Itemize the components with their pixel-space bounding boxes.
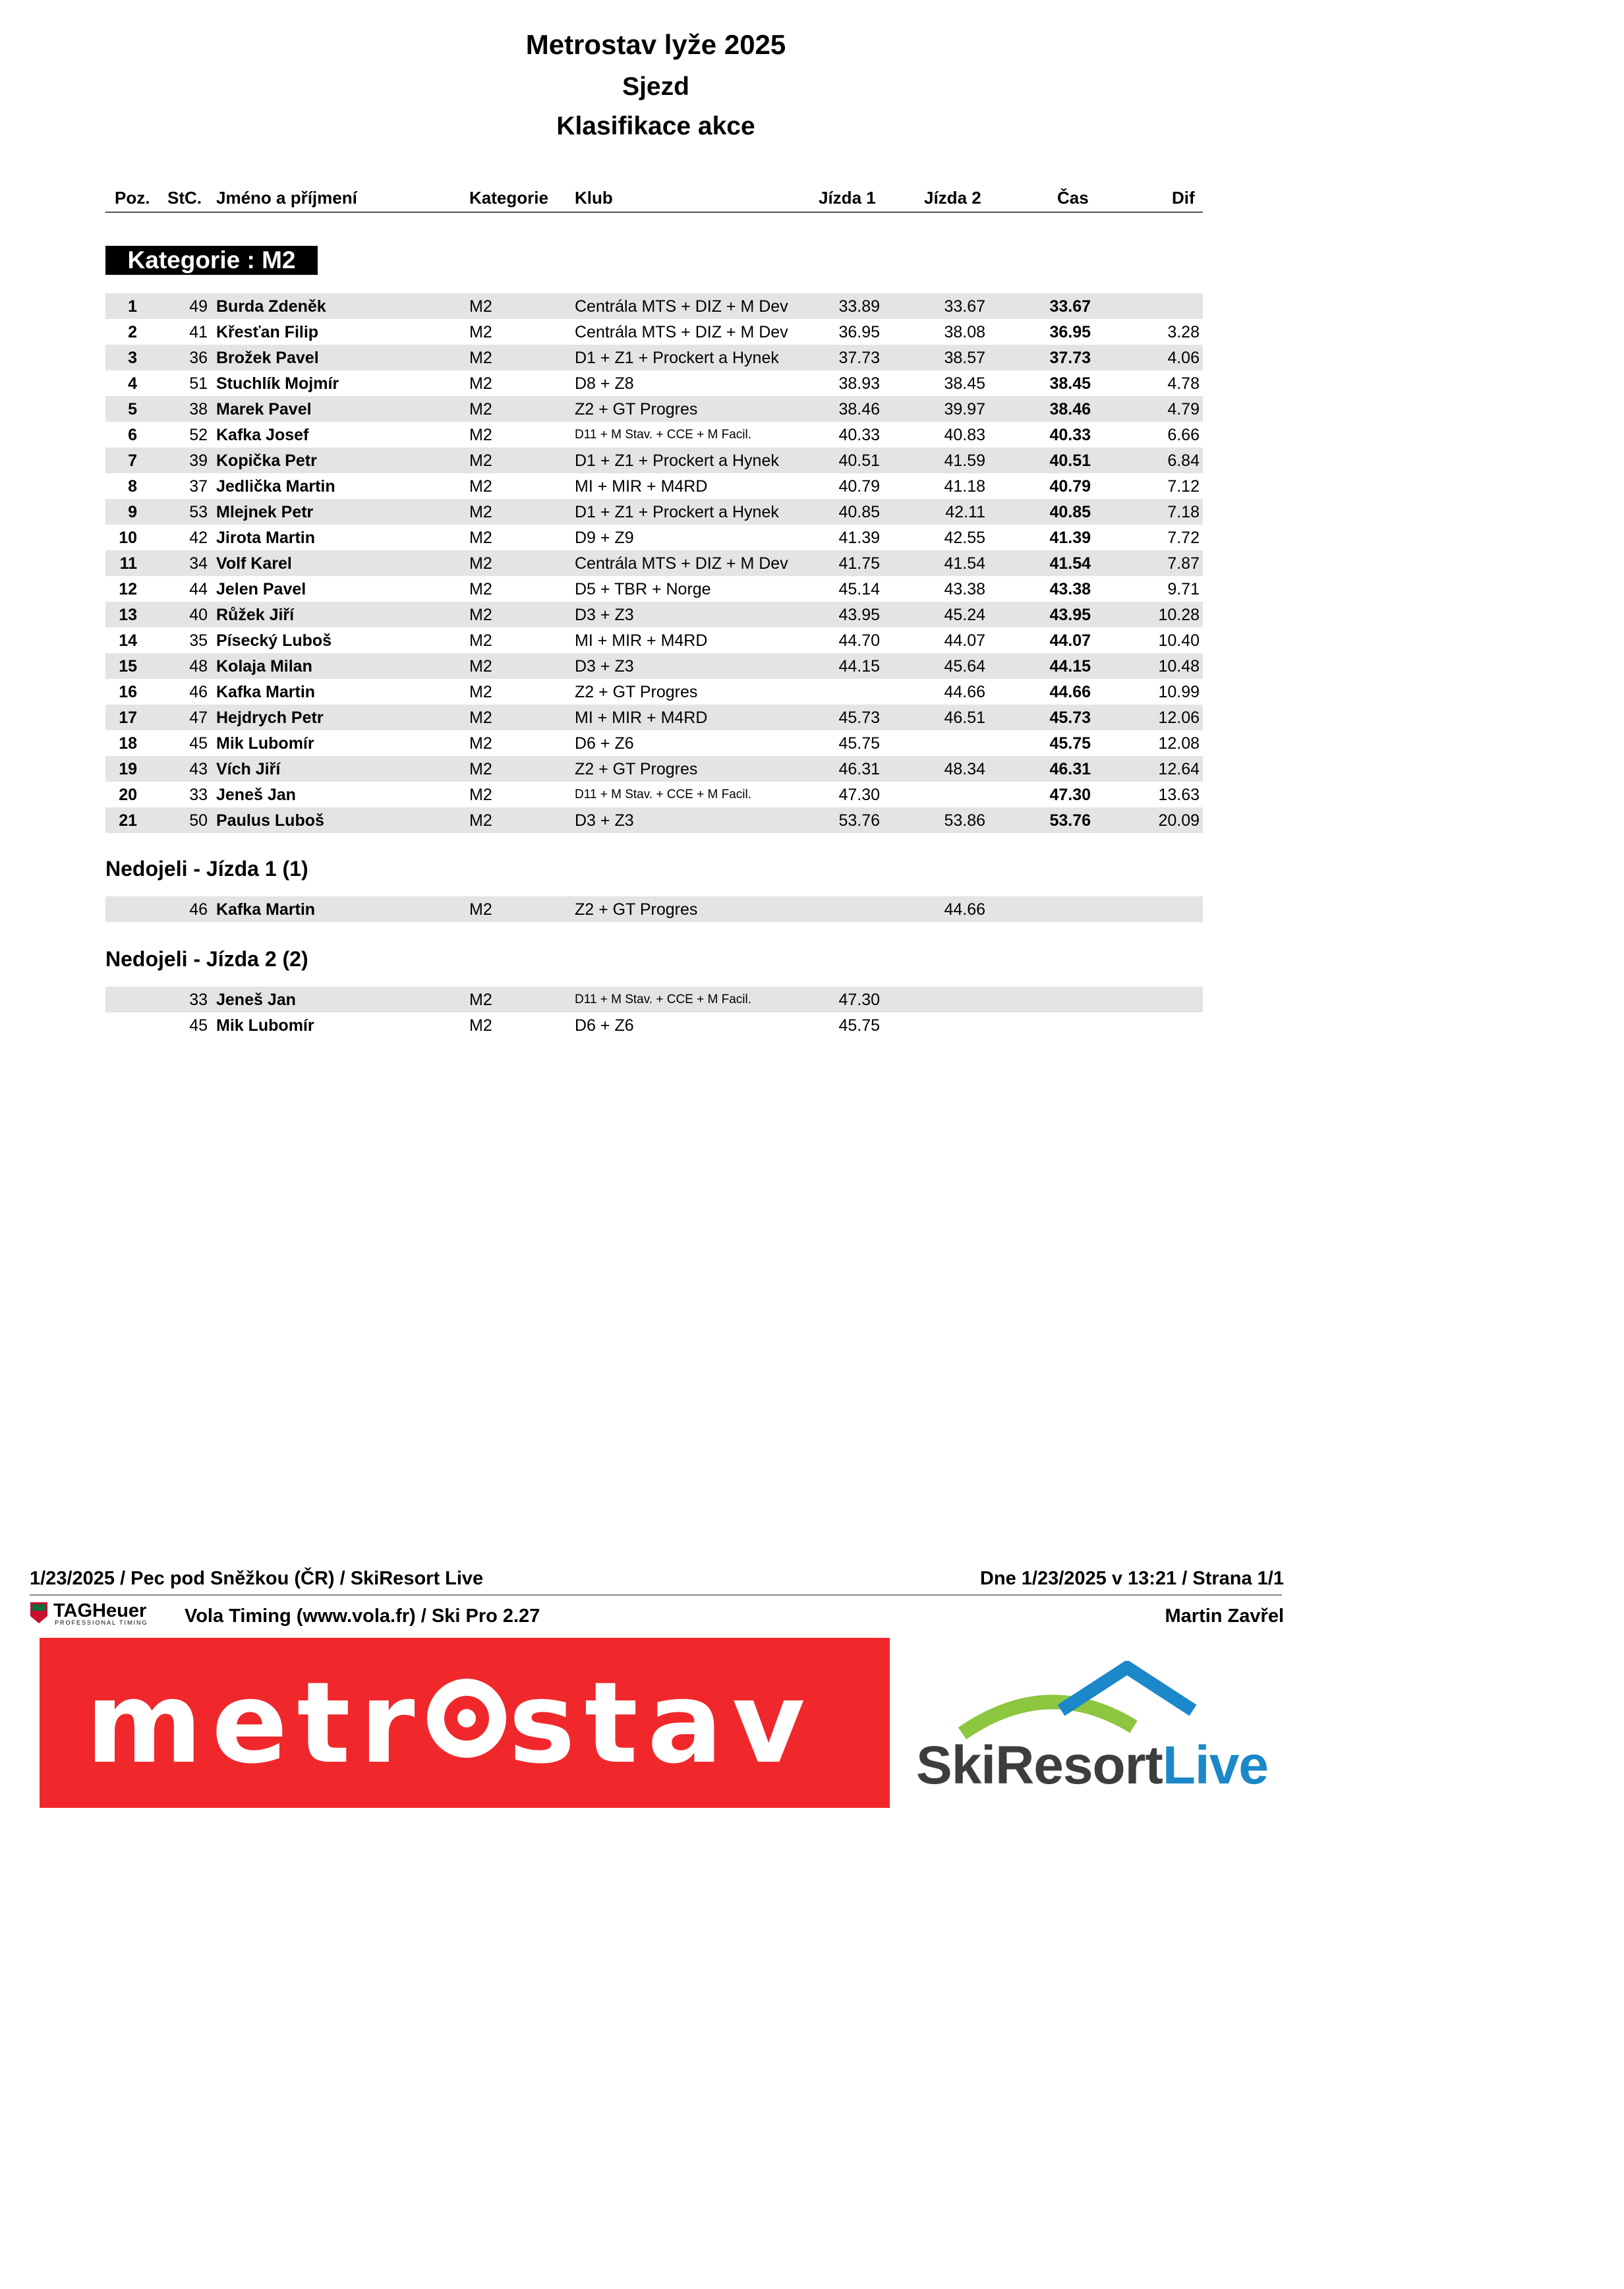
cell-time: 40.85	[1049, 503, 1091, 521]
table-row	[105, 396, 1203, 422]
cell-category: M2	[469, 991, 492, 1009]
cell-diff: 4.79	[1167, 400, 1200, 419]
cell-time: 40.51	[1049, 451, 1091, 470]
dnf-run1-title: Nedojeli - Jízda 1 (1)	[105, 857, 308, 881]
cell-diff: 12.06	[1158, 709, 1200, 727]
cell-club: D11 + M Stav. + CCE + M Facil.	[575, 428, 752, 442]
cell-run2: 41.54	[944, 554, 985, 573]
cell-bib: 45	[189, 1016, 208, 1035]
cell-bib: 46	[189, 683, 208, 701]
dnf-run1-table	[105, 896, 1203, 922]
cell-position: 4	[128, 374, 137, 393]
cell-category: M2	[469, 683, 492, 701]
cell-run2: 44.07	[944, 631, 985, 650]
cell-bib: 33	[189, 991, 208, 1009]
metrostav-logo-part-a: metr	[86, 1658, 424, 1789]
cell-run2: 45.24	[944, 606, 985, 624]
cell-name: Brožek Pavel	[216, 349, 319, 367]
cell-run1: 44.15	[838, 657, 880, 676]
cell-time: 46.31	[1049, 760, 1091, 778]
cell-run1: 38.93	[838, 374, 880, 393]
cell-club: D8 + Z8	[575, 374, 634, 393]
cell-category: M2	[469, 811, 492, 830]
cell-run2: 41.59	[944, 451, 985, 470]
cell-bib: 47	[189, 709, 208, 727]
cell-time: 45.75	[1049, 734, 1091, 753]
page-title: Metrostav lyže 2025	[525, 29, 786, 60]
cell-club: D9 + Z9	[575, 529, 634, 547]
cell-time: 40.33	[1049, 426, 1091, 444]
cell-run2: 46.51	[944, 709, 985, 727]
cell-position: 6	[128, 426, 137, 444]
table-row	[105, 525, 1203, 550]
cell-bib: 50	[189, 811, 208, 830]
cell-position: 7	[128, 451, 137, 470]
cell-diff: 20.09	[1158, 811, 1200, 830]
cell-club: D1 + Z1 + Prockert a Hynek	[575, 349, 779, 367]
skiresort-mountain-icon	[916, 1661, 1259, 1740]
cell-time: 44.15	[1049, 657, 1091, 676]
cell-run1: 41.39	[838, 529, 880, 547]
table-row	[105, 730, 1203, 756]
table-row	[105, 807, 1203, 833]
cell-club: Centrála MTS + DIZ + M Dev	[575, 554, 788, 573]
table-row	[105, 550, 1203, 576]
cell-category: M2	[469, 657, 492, 676]
tagheuer-sub: PROFESSIONAL TIMING	[55, 1619, 148, 1626]
cell-category: M2	[469, 529, 492, 547]
cell-run2: 53.86	[944, 811, 985, 830]
cell-bib: 46	[189, 900, 208, 919]
cell-position: 11	[119, 554, 137, 573]
cell-run2: 33.67	[944, 297, 985, 316]
cell-position: 14	[119, 631, 137, 650]
cell-category: M2	[469, 631, 492, 650]
cell-name: Paulus Luboš	[216, 811, 324, 830]
tagheuer-shield-icon	[30, 1602, 48, 1624]
cell-category: M2	[469, 323, 492, 341]
cell-diff: 10.48	[1158, 657, 1200, 676]
col-run1: Jízda 1	[819, 188, 876, 208]
cell-name: Jeneš Jan	[216, 786, 296, 804]
cell-diff: 10.28	[1158, 606, 1200, 624]
table-row	[105, 345, 1203, 370]
cell-category: M2	[469, 297, 492, 316]
cell-name: Jeneš Jan	[216, 991, 296, 1009]
cell-position: 18	[119, 734, 137, 753]
cell-run2: 44.66	[944, 683, 985, 701]
skiresort-logo	[916, 1661, 1268, 1795]
col-bib: StC.	[167, 188, 202, 208]
col-diff: Dif	[1172, 188, 1195, 208]
cell-time: 53.76	[1049, 811, 1091, 830]
cell-position: 19	[119, 760, 137, 778]
col-name: Jméno a příjmení	[216, 188, 357, 208]
cell-run1: 41.75	[838, 554, 880, 573]
cell-club: D1 + Z1 + Prockert a Hynek	[575, 503, 779, 521]
cell-club: D11 + M Stav. + CCE + M Facil.	[575, 788, 752, 801]
cell-club: Z2 + GT Progres	[575, 683, 698, 701]
cell-position: 12	[119, 580, 137, 598]
cell-category: M2	[469, 786, 492, 804]
cell-bib: 40	[189, 606, 208, 624]
cell-position: 5	[128, 400, 137, 419]
cell-run2: 42.11	[945, 503, 985, 521]
cell-bib: 34	[189, 554, 208, 573]
cell-position: 16	[119, 683, 137, 701]
cell-run1: 40.33	[838, 426, 880, 444]
cell-diff: 7.12	[1167, 477, 1200, 496]
cell-club: MI + MIR + M4RD	[575, 631, 708, 650]
dnf-run2-title: Nedojeli - Jízda 2 (2)	[105, 947, 308, 971]
cell-bib: 43	[189, 760, 208, 778]
cell-club: D3 + Z3	[575, 657, 634, 676]
cell-diff: 9.71	[1167, 580, 1200, 598]
cell-position: 3	[128, 349, 137, 367]
cell-category: M2	[469, 1016, 492, 1035]
cell-category: M2	[469, 451, 492, 470]
cell-diff: 12.08	[1158, 734, 1200, 753]
cell-run2: 42.55	[944, 529, 985, 547]
cell-bib: 52	[189, 426, 208, 444]
metrostav-logo-banner	[40, 1638, 890, 1808]
cell-name: Burda Zdeněk	[216, 297, 326, 316]
table-row	[105, 422, 1203, 448]
cell-time: 38.46	[1049, 400, 1091, 419]
cell-name: Kafka Josef	[216, 426, 309, 444]
cell-run2: 41.18	[944, 477, 985, 496]
cell-category: M2	[469, 709, 492, 727]
cell-position: 13	[119, 606, 137, 624]
col-time: Čas	[1057, 188, 1089, 208]
cell-diff: 7.18	[1167, 503, 1200, 521]
cell-position: 1	[128, 297, 137, 316]
cell-category: M2	[469, 580, 492, 598]
cell-club: D3 + Z3	[575, 811, 634, 830]
cell-diff: 13.63	[1158, 786, 1200, 804]
cell-run1: 44.70	[838, 631, 880, 650]
cell-name: Mik Lubomír	[216, 1016, 314, 1035]
cell-club: Z2 + GT Progres	[575, 400, 698, 419]
cell-run2: 45.64	[944, 657, 985, 676]
cell-diff: 7.87	[1167, 554, 1200, 573]
cell-name: Marek Pavel	[216, 400, 312, 419]
col-club: Klub	[575, 188, 613, 208]
cell-category: M2	[469, 554, 492, 573]
cell-club: D5 + TBR + Norge	[575, 580, 711, 598]
footer-date-page: Dne 1/23/2025 v 13:21 / Strana 1/1	[979, 1568, 1284, 1589]
cell-position: 17	[119, 709, 137, 727]
cell-name: Vích Jiří	[216, 760, 281, 778]
cell-name: Mik Lubomír	[216, 734, 314, 753]
cell-bib: 49	[189, 297, 208, 316]
table-row	[105, 1012, 1203, 1038]
cell-bib: 36	[189, 349, 208, 367]
cell-category: M2	[469, 349, 492, 367]
cell-run2: 38.57	[944, 349, 985, 367]
cell-name: Písecký Luboš	[216, 631, 332, 650]
cell-time: 43.95	[1049, 606, 1091, 624]
cell-time: 37.73	[1049, 349, 1091, 367]
cell-bib: 48	[189, 657, 208, 676]
dnf-run2-table	[105, 987, 1203, 1038]
cell-run2: 48.34	[944, 760, 985, 778]
cell-run1: 45.75	[838, 1016, 880, 1035]
cell-run2: 44.66	[944, 900, 985, 919]
cell-club: D11 + M Stav. + CCE + M Facil.	[575, 993, 752, 1006]
tagheuer-word: TAGHeuer	[53, 1600, 147, 1621]
cell-category: M2	[469, 734, 492, 753]
cell-name: Růžek Jiří	[216, 606, 295, 624]
cell-run2: 38.08	[944, 323, 985, 341]
cell-name: Stuchlík Mojmír	[216, 374, 339, 393]
cell-bib: 42	[189, 529, 208, 547]
cell-category: M2	[469, 477, 492, 496]
cell-club: D6 + Z6	[575, 734, 634, 753]
cell-diff: 12.64	[1158, 760, 1200, 778]
cell-bib: 33	[189, 786, 208, 804]
cell-run2: 40.83	[944, 426, 985, 444]
results-table	[105, 293, 1203, 833]
cell-time: 33.67	[1049, 297, 1091, 316]
cell-bib: 45	[189, 734, 208, 753]
cell-category: M2	[469, 503, 492, 521]
cell-time: 43.38	[1049, 580, 1091, 598]
cell-name: Kopička Petr	[216, 451, 317, 470]
classification-title: Klasifikace akce	[556, 112, 755, 140]
table-row	[105, 473, 1203, 499]
cell-category: M2	[469, 400, 492, 419]
cell-run1: 46.31	[838, 760, 880, 778]
table-row	[105, 627, 1203, 653]
table-row	[105, 756, 1203, 782]
cell-name: Volf Karel	[216, 554, 292, 573]
cell-bib: 41	[189, 323, 208, 341]
cell-position: 21	[119, 811, 137, 830]
table-row	[105, 370, 1203, 396]
cell-run1: 33.89	[838, 297, 880, 316]
skiresort-wordmark	[916, 1735, 1268, 1797]
cell-time: 47.30	[1049, 786, 1091, 804]
cell-run1: 45.73	[838, 709, 880, 727]
cell-run1: 47.30	[838, 786, 880, 804]
table-row	[105, 293, 1203, 319]
cell-club: Centrála MTS + DIZ + M Dev	[575, 297, 788, 316]
cell-name: Hejdrych Petr	[216, 709, 324, 727]
cell-bib: 37	[189, 477, 208, 496]
cell-name: Kafka Martin	[216, 683, 316, 701]
cell-bib: 35	[189, 631, 208, 650]
cell-time: 36.95	[1049, 323, 1091, 341]
cell-category: M2	[469, 760, 492, 778]
table-row	[105, 499, 1203, 525]
skiresort-word-b: Live	[1162, 1735, 1268, 1795]
footer-timing: Vola Timing (www.vola.fr) / Ski Pro 2.27	[185, 1606, 540, 1627]
metrostav-logo-part-b: stav	[508, 1658, 815, 1789]
cell-time: 38.45	[1049, 374, 1091, 393]
cell-club: MI + MIR + M4RD	[575, 477, 708, 496]
cell-run1: 36.95	[838, 323, 880, 341]
cell-position: 15	[119, 657, 137, 676]
cell-position: 20	[119, 786, 137, 804]
cell-run1: 37.73	[838, 349, 880, 367]
cell-time: 44.07	[1049, 631, 1091, 650]
cell-category: M2	[469, 374, 492, 393]
footer-event-info: 1/23/2025 / Pec pod Sněžkou (ČR) / SkiResort Live	[30, 1568, 484, 1589]
column-header	[105, 188, 1203, 213]
table-row	[105, 576, 1203, 602]
cell-club: D6 + Z6	[575, 1016, 634, 1035]
cell-category: M2	[469, 606, 492, 624]
footer-author: Martin Zavřel	[1165, 1606, 1284, 1627]
cell-diff: 6.66	[1167, 426, 1200, 444]
cell-bib: 44	[189, 580, 208, 598]
cell-run1: 38.46	[838, 400, 880, 419]
cell-run1: 53.76	[838, 811, 880, 830]
cell-run2: 43.38	[944, 580, 985, 598]
cell-diff: 6.84	[1167, 451, 1200, 470]
cell-run1: 40.79	[838, 477, 880, 496]
col-category: Kategorie	[469, 188, 548, 208]
table-row	[105, 602, 1203, 627]
cell-club: D3 + Z3	[575, 606, 634, 624]
table-row	[105, 653, 1203, 679]
cell-club: Centrála MTS + DIZ + M Dev	[575, 323, 788, 341]
cell-run1: 43.95	[838, 606, 880, 624]
cell-name: Mlejnek Petr	[216, 503, 314, 521]
metrostav-logo-text	[86, 1658, 850, 1789]
cell-name: Kafka Martin	[216, 900, 316, 919]
cell-time: 44.66	[1049, 683, 1091, 701]
cell-bib: 38	[189, 400, 208, 419]
cell-category: M2	[469, 426, 492, 444]
table-row	[105, 896, 1203, 922]
cell-run1: 45.75	[838, 734, 880, 753]
cell-run2: 38.45	[944, 374, 985, 393]
discipline-title: Sjezd	[622, 72, 689, 101]
cell-position: 8	[128, 477, 137, 496]
cell-run1: 40.51	[838, 451, 880, 470]
cell-diff: 3.28	[1167, 323, 1200, 341]
table-row	[105, 987, 1203, 1012]
table-row	[105, 679, 1203, 705]
cell-bib: 53	[189, 503, 208, 521]
cell-time: 40.79	[1049, 477, 1091, 496]
cell-diff: 4.06	[1167, 349, 1200, 367]
cell-diff: 10.40	[1158, 631, 1200, 650]
cell-diff: 4.78	[1167, 374, 1200, 393]
skiresort-word-a: SkiResort	[916, 1735, 1163, 1795]
metrostav-ring-icon	[427, 1679, 506, 1758]
cell-bib: 39	[189, 451, 208, 470]
cell-position: 2	[128, 323, 137, 341]
cell-club: MI + MIR + M4RD	[575, 709, 708, 727]
col-pos: Poz.	[115, 188, 150, 208]
cell-diff: 7.72	[1167, 529, 1200, 547]
col-run2: Jízda 2	[924, 188, 981, 208]
cell-diff: 10.99	[1158, 683, 1200, 701]
table-row	[105, 705, 1203, 730]
cell-run1: 40.85	[838, 503, 880, 521]
cell-name: Jelen Pavel	[216, 580, 306, 598]
cell-category: M2	[469, 900, 492, 919]
cell-position: 9	[128, 503, 137, 521]
cell-club: D1 + Z1 + Prockert a Hynek	[575, 451, 779, 470]
cell-time: 41.39	[1049, 529, 1091, 547]
cell-name: Křesťan Filip	[216, 323, 319, 341]
footer-divider	[30, 1594, 1282, 1596]
category-badge: Kategorie : M2	[105, 246, 318, 275]
cell-position: 10	[119, 529, 137, 547]
cell-club: Z2 + GT Progres	[575, 760, 698, 778]
table-row	[105, 319, 1203, 345]
cell-club: Z2 + GT Progres	[575, 900, 698, 919]
cell-name: Jedlička Martin	[216, 477, 335, 496]
cell-name: Kolaja Milan	[216, 657, 312, 676]
table-row	[105, 448, 1203, 473]
table-row	[105, 782, 1203, 807]
cell-bib: 51	[189, 374, 208, 393]
cell-run1: 45.14	[838, 580, 880, 598]
cell-time: 41.54	[1049, 554, 1091, 573]
cell-name: Jirota Martin	[216, 529, 316, 547]
cell-run1: 47.30	[838, 991, 880, 1009]
cell-run2: 39.97	[944, 400, 985, 419]
cell-time: 45.73	[1049, 709, 1091, 727]
